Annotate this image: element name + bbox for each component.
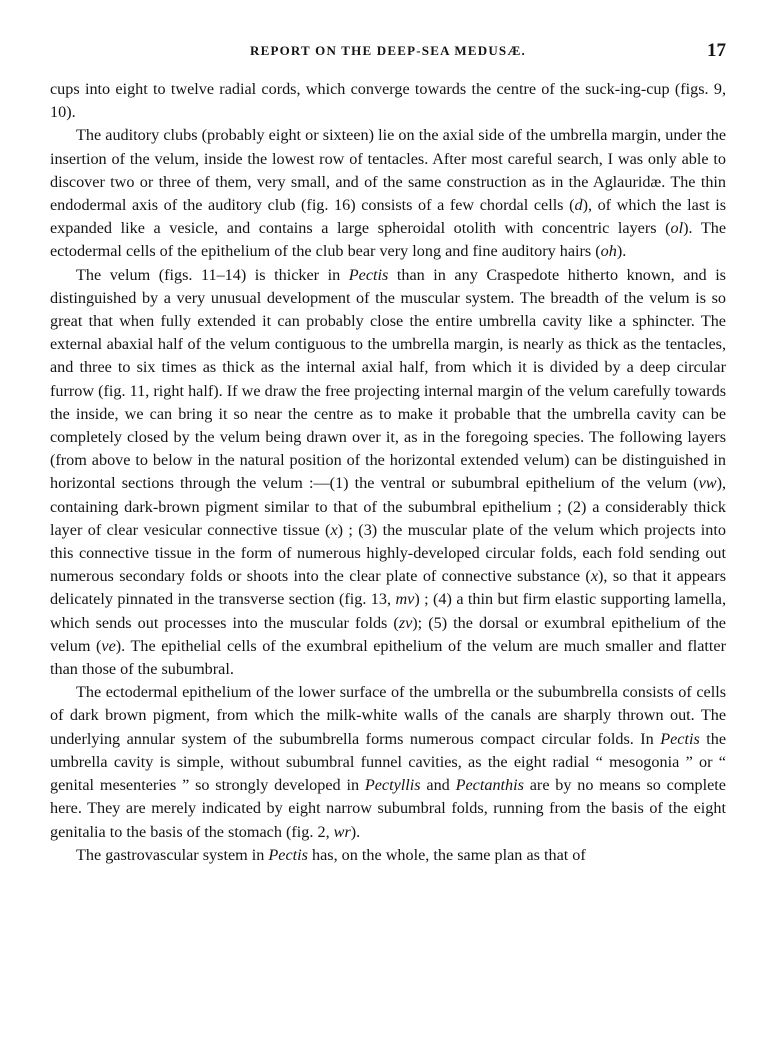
italic-term: oh bbox=[600, 242, 617, 261]
italic-term: x bbox=[330, 520, 338, 539]
italic-term: ol bbox=[670, 219, 684, 238]
text-run: ). The ectodermal cells of the epithelium of the club bear very long and fine auditory hairs ( bbox=[50, 219, 727, 261]
text-run: ); (5) the dorsal or exumbral epithelium of the velum ( bbox=[50, 613, 726, 655]
text-run: ). bbox=[616, 242, 627, 261]
page-number: 17 bbox=[707, 40, 726, 61]
paragraph bbox=[50, 681, 726, 843]
italic-term: Pectyllis bbox=[364, 776, 421, 795]
text-run: The auditory clubs (probably eight or sixteen) lie on the axial side of the umbrella margin, under the insertion of the velum, inside the lowest row of tentacles. After most careful search, I was only able to discover two or three of them, very small, and of the same construction as in the Aglauridæ. The thin endodermal axis of the auditory club (fig. 16) consists of a few chordal cells ( bbox=[50, 126, 726, 215]
text-run: cups into eight to twelve radial cords, which converge towards the centre of the suck-ing-cup (figs. 9, 10). bbox=[50, 80, 726, 122]
paragraph bbox=[50, 264, 726, 682]
italic-term: vw bbox=[698, 474, 717, 493]
text-run: has, on the whole, the same plan as that of bbox=[307, 845, 586, 864]
italic-term: wr bbox=[333, 822, 351, 841]
italic-term: ve bbox=[101, 636, 116, 655]
text-run: ). bbox=[350, 822, 361, 841]
text-run: and bbox=[420, 776, 456, 795]
running-head bbox=[50, 40, 726, 64]
text-run: ), of which the last is expanded like a vesicle, and contains a large spheroidal otolith with concentric layers ( bbox=[50, 196, 726, 238]
text-run: The gastrovascular system in bbox=[76, 845, 269, 864]
text-run: The velum (figs. 11–14) is thicker in bbox=[76, 265, 349, 284]
italic-term: zv bbox=[398, 613, 413, 632]
paragraph bbox=[50, 844, 726, 867]
italic-term: mv bbox=[395, 590, 415, 609]
text-run: The ectodermal epithelium of the lower surface of the umbrella or the subumbrella consists of cells of dark brown pigment, from which the milk-white walls of the canals are sharply thrown out. The underlying annular system of the subumbrella forms numerous compact circular folds. In bbox=[50, 683, 726, 748]
italic-term: Pectis bbox=[660, 729, 700, 748]
paragraph bbox=[50, 124, 726, 263]
text-run: than in any Craspedote hitherto known, and is distinguished by a very unusual development of the muscular system. The breadth of the velum is so great that when fully extended it can probably close the entire umbrella cavity like a sphincter. The external abaxial half of the velum contiguous to the umbrella margin, is nearly as thick as the tentacles, and three to six times as thick as the internal axial half, from which it is divided by a deep circular furrow (fig. 11, right half). If we draw the free projecting internal margin of the velum carefully towards the inside, we can bring it so near the centre as to make it probable that the umbrella cavity can be completely closed by the velum being drawn over it, as in the foregoing species. The following layers (from above to below in the natural position of the horizontal extended velum) can be distinguished in horizontal sections through the velum :—(1) the ventral or subumbral epithelium of the velum ( bbox=[50, 265, 726, 493]
text-run: ) ; (4) a thin but firm elastic supporting lamella, which sends out processes into the muscular folds ( bbox=[50, 590, 726, 632]
body-text bbox=[50, 78, 726, 867]
running-title: REPORT ON THE DEEP-SEA MEDUSÆ. bbox=[250, 43, 526, 58]
text-run: the umbrella cavity is simple, without subumbral funnel cavities, as the eight radial “ mesogonia ” or “ genital mesenteries ” so strongly developed in bbox=[50, 729, 727, 795]
italic-term: Pectanthis bbox=[455, 776, 524, 795]
italic-term: Pectis bbox=[268, 845, 308, 864]
text-run: ) ; (3) the muscular plate of the velum which projects into this connective tissue in the form of numerous highly-developed circular folds, each fold sending out numerous secondary folds or shoots into the clear plate of connective substance ( bbox=[50, 520, 726, 586]
text-run: ), so that it appears delicately pinnated in the transverse section (fig. 13, bbox=[50, 567, 726, 609]
text-run: ). The epithelial cells of the exumbral epithelium of the velum are much smaller and flatter than those of the subumbral. bbox=[50, 636, 726, 679]
italic-term: x bbox=[590, 567, 599, 586]
italic-term: Pectis bbox=[348, 265, 389, 284]
paragraph bbox=[50, 78, 726, 124]
text-run: ), containing dark-brown pigment similar to that of the subumbral epithelium ; (2) a considerably thick layer of clear vesicular connective tissue ( bbox=[50, 474, 726, 539]
text-run: are by no means so complete here. They are merely indicated by eight narrow subumbral folds, running from the basis of the eight genitalia to the basis of the stomach (fig. 2, bbox=[50, 776, 726, 841]
italic-term: d bbox=[574, 196, 583, 215]
